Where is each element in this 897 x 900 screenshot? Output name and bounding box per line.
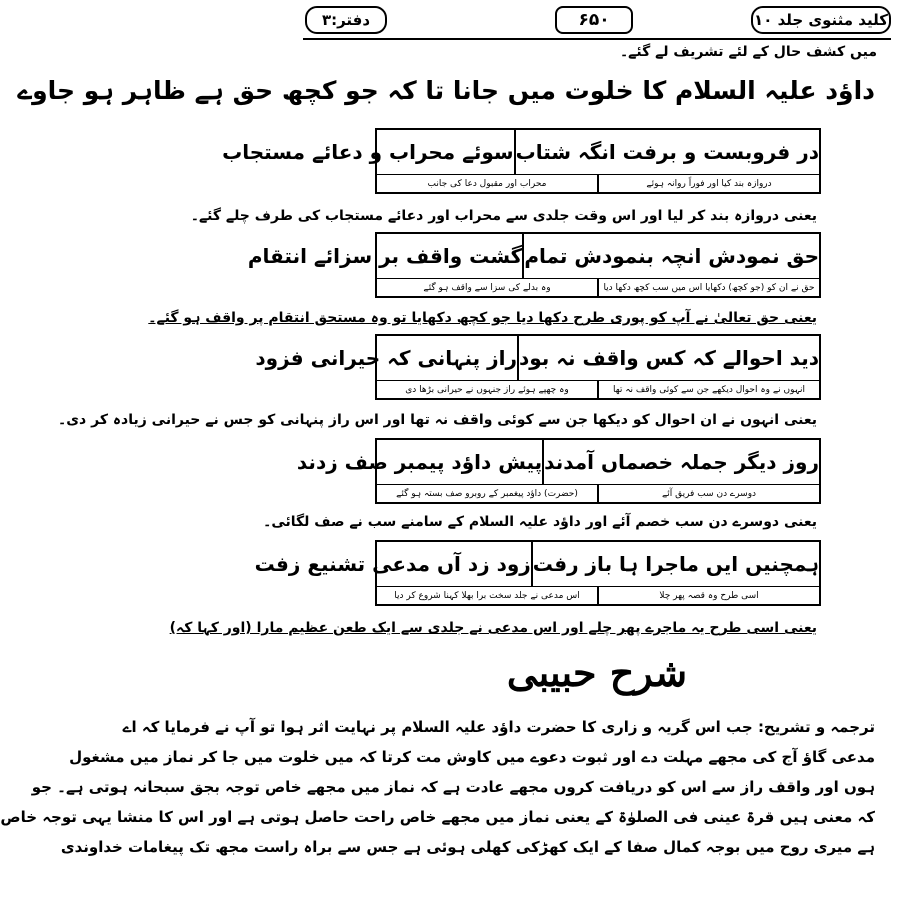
gloss-right: حق نے ان کو (جو کچھ) دکھایا اس میں سب کچھ دکھا دیا [603, 282, 815, 293]
verse-half-left: زود زد آں مدعی تشنیع زفت [255, 542, 533, 586]
verse-table [222, 128, 821, 194]
verse-table [247, 232, 821, 298]
verse-explanation: یعنی دروازہ بند کر لیا اور اس وقت جلدی سے محراب اور دعائے مستجاب کی طرف چلے گئے۔ [190, 208, 817, 224]
verse-explanation: یعنی حق تعالیٰ نے آپ کو پوری طرح دکھا دیا جو کچھ دکھایا تو وہ مستحق انتقام پر واقف ہو گئے۔ [148, 310, 817, 326]
commentary-title: شرح حبیبی [506, 650, 688, 695]
verse-half-left: پیش داؤد پیمبر صف زدند [297, 440, 544, 484]
gloss-left: اس مدعی نے جلد سخت برا بھلا کہنا شروع کر دیا [377, 587, 599, 604]
section-label: دفتر:۳ [305, 6, 387, 34]
intro-line: میں کشف حال کے لئے تشریف لے گئے۔ [619, 44, 877, 60]
section-heading: داؤد علیہ السلام کا خلوت میں جانا تا کہ جو کچھ حق ہے ظاہر ہو جاوے [17, 76, 875, 105]
commentary-line: ترجمہ و تشریح: جب اس گریہ و زاری کا حضرت داؤد علیہ السلام پر نہایت اثر ہوا تو آپ نے فرمایا کہ اے [122, 718, 875, 736]
gloss-left: (حضرت) داؤد پیغمبر کے روبرو صف بستہ ہو گئے [377, 485, 599, 502]
commentary-line: ہوں اور واقف راز سے اس کو دریافت کروں مجھے عادت ہے کہ نماز میں مجھے خاص توجہ بجق سبحانہ ہوتی ہے۔ جو [31, 778, 875, 796]
gloss-left: محراب اور مقبول دعا کی جانب [377, 175, 599, 192]
verse-explanation: یعنی دوسرے دن سب خصم آئے اور داؤد علیہ السلام کے سامنے سب نے صف لگائی۔ [263, 514, 817, 530]
gloss-right: دوسرے دن سب فریق آئے [661, 488, 757, 499]
verse-half-right: دید احوالے کہ کس واقف نہ بود [519, 346, 819, 370]
verse-half-left: سوئے محراب و دعائے مستجاب [222, 130, 516, 174]
page-number: ۶۵۰ [555, 6, 633, 34]
verse-explanation: یعنی انہوں نے ان احوال کو دیکھا جن سے کوئی واقف نہ تھا اور اس راز پنہانی کو جس نے حیرانی زیادہ کر دی۔ [58, 412, 817, 428]
commentary-line: مدعی گاؤ آج کی مجھے مہلت دے اور ثبوت دعوے میں کاوش مت کرتا کہ میں خلوت میں جا کر نماز میں مشغول [69, 748, 875, 766]
gloss-right: اسی طرح وہ قصہ پھر چلا [659, 590, 759, 601]
gloss-left: وہ بدلے کی سزا سے واقف ہو گئے [377, 279, 599, 296]
commentary-line: ہے میری روح میں بوجہ کمال صفا کے ایک کھڑکی کھلی ہوئی ہے جس سے براہ راست مجھ تک پیغامات خداوندی [60, 838, 875, 856]
commentary-line: کہ معنی ہیں قرۃ عینی فی الصلوٰۃ کے یعنی نماز میں مجھے خاص راحت حاصل ہوتی ہے اور اس کا منشا یہی توجہ خاص [0, 808, 875, 826]
book-volume-label: کلید مثنوی جلد ۱۰ [751, 6, 891, 34]
verse-explanation: یعنی اسی طرح یہ ماجرے پھر چلے اور اس مدعی نے جلدی سے ایک طعن عظیم مارا (اور کہا کہ) [169, 620, 817, 636]
gloss-left: وہ چھپے ہوئے راز جنہوں نے حیرانی بڑھا دی [377, 381, 599, 398]
verse-table [254, 540, 821, 606]
verse-half-left: گشت واقف بر سزائے انتقام [248, 234, 524, 278]
verse-half-right: در فروبست و برفت انگہ شتاب [515, 140, 819, 164]
verse-table [296, 438, 821, 504]
verse-half-right: روز دیگر جملہ خصماں آمدند [544, 450, 819, 474]
verse-half-left: راز پنہانی کہ حیرانی فزود [255, 336, 519, 380]
gloss-right: دروازہ بند کیا اور فوراً روانہ ہوئے [646, 178, 772, 189]
verse-half-right: ہمچنیں ایں ماجرا ہا باز رفت [532, 552, 819, 576]
verse-half-right: حق نمودش انچہ بنمودش تمام [524, 244, 819, 268]
gloss-right: انہوں نے وہ احوال دیکھے جن سے کوئی واقف نہ تھا [613, 384, 806, 395]
header-rule [303, 38, 891, 40]
verse-table [255, 334, 821, 400]
